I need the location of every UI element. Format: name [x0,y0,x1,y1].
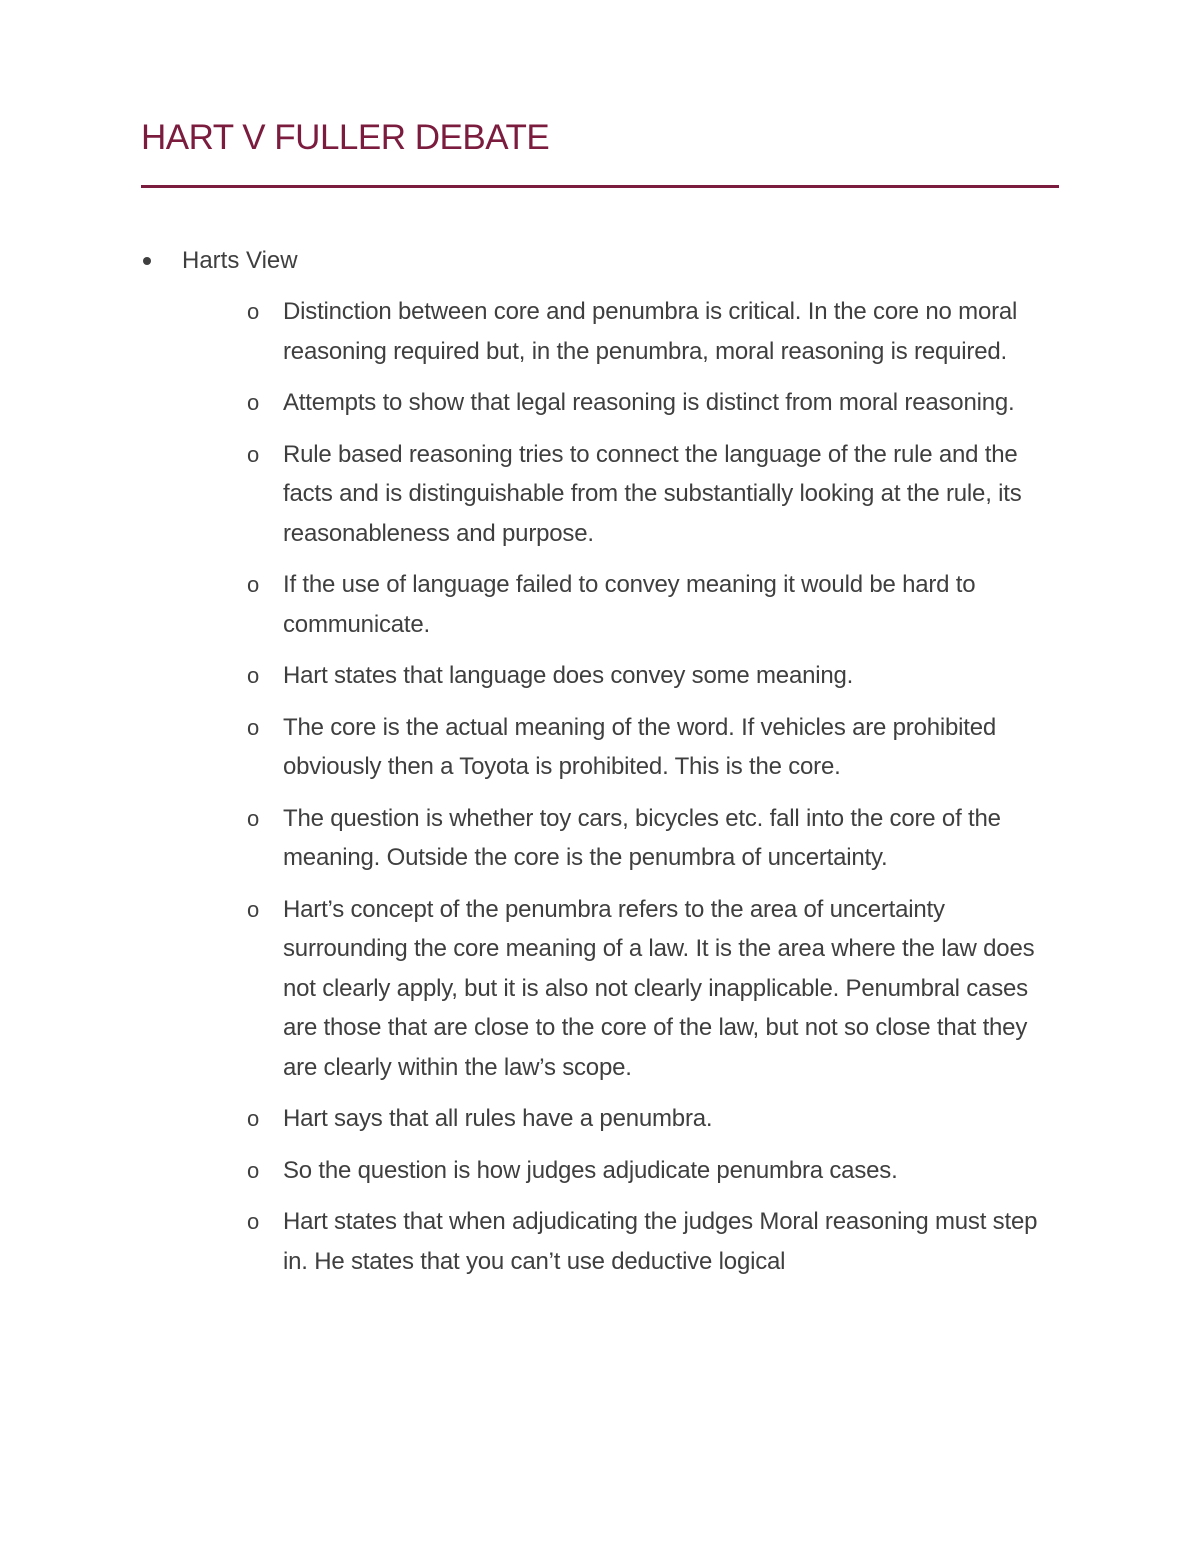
sub-bullet-list [247,292,1067,1293]
section-heading: Harts View [182,247,298,274]
sub-bullet-icon: o [247,805,260,831]
sub-bullet-icon: o [247,390,260,415]
sub-bullet-icon: o [247,1209,260,1234]
sub-bullet-icon: o [247,441,260,467]
list-item-text: Distinction between core and penumbra is critical. In the core no moral reasoning required but, in the penumbra, moral reasoning is required. [283,298,1018,365]
list-item [247,708,1067,787]
list-item [247,656,1067,696]
section-bullet [141,243,298,279]
sub-bullet-icon: o [247,572,260,597]
list-item-text: If the use of language failed to convey meaning it would be hard to communicate. [283,571,976,638]
list-item-text: So the question is how judges adjudicate penumbra cases. [283,1156,898,1184]
list-item [247,565,1067,644]
list-item-text: Hart’s concept of the penumbra refers to the area of uncertainty surrounding the core meaning of a law. It is the area where the law does not clearly apply, but it is also not clearly inapplicable. Penumbral cases are those that are close to the core of the law, but not so close that they are clearly within the law’s scope. [283,895,1035,1081]
list-item [247,1151,1067,1191]
list-item-text: Rule based reasoning tries to connect the language of the rule and the facts and is distinguishable from the substantially looking at the rule, its reasonableness and purpose. [283,440,1022,547]
list-item [247,1099,1067,1139]
list-item-text: Attempts to show that legal reasoning is distinct from moral reasoning. [283,389,1015,416]
document-title: HART V FULLER DEBATE [141,118,550,157]
sub-bullet-icon: o [247,1106,260,1131]
sub-bullet-icon: o [247,1157,260,1183]
bullet-icon [143,257,151,265]
title-divider [141,185,1059,188]
list-item-text: Hart says that all rules have a penumbra. [283,1105,713,1132]
list-item-text: The core is the actual meaning of the word. If vehicles are prohibited obviously then a Toyota is prohibited. This is the core. [283,713,997,780]
sub-bullet-icon: o [247,714,260,740]
list-item [247,890,1067,1088]
list-item [247,799,1067,878]
list-item-text: Hart states that when adjudicating the judges Moral reasoning must step in. He states that you can’t use deductive logical [283,1208,1038,1275]
list-item [247,292,1067,371]
sub-bullet-icon: o [247,896,260,922]
list-item-text: Hart states that language does convey some meaning. [283,662,854,689]
sub-bullet-icon: o [247,663,260,688]
list-item [247,383,1067,423]
list-item-text: The question is whether toy cars, bicycles etc. fall into the core of the meaning. Outside the core is the penumbra of uncertainty. [283,804,1001,871]
list-item [247,435,1067,554]
list-item [247,1202,1067,1281]
sub-bullet-icon: o [247,299,260,324]
